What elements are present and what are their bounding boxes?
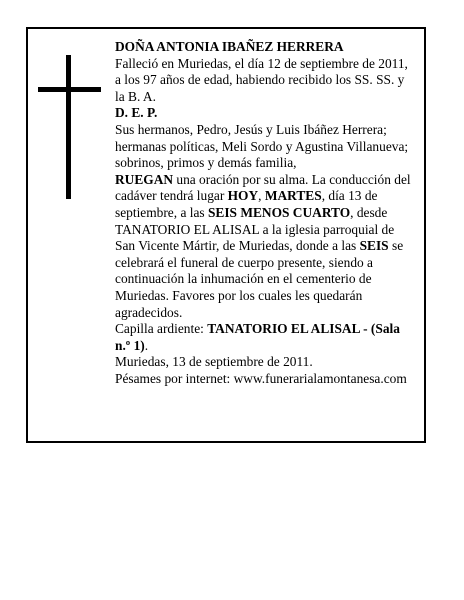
- deceased-name: DOÑA ANTONIA IBAÑEZ HERRERA: [115, 39, 344, 54]
- cross-horizontal-bar: [38, 87, 101, 92]
- ruegan-text: RUEGAN: [115, 171, 174, 187]
- request-paragraph: [115, 172, 416, 321]
- chapel-label: Capilla ardiente:: [115, 321, 208, 337]
- death-info: Falleció en Muriedas, el día 12 de septiembre de 2011, a los 97 años de edad, habiendo recibido los SS. SS. y la B. A.: [115, 55, 408, 104]
- cross-icon: [38, 55, 102, 199]
- request-text-3: , desde TANATORIO EL ALISAL a la iglesia parroquial de San Vicente Mártir, de Muriedas, donde a las: [115, 204, 395, 254]
- request-comma: ,: [258, 188, 265, 204]
- condolences-line: Pésames por internet: www.funerarialamontanesa.com: [115, 370, 407, 386]
- family-list: Sus hermanos, Pedro, Jesús y Luis Ibáñez Herrera; hermanas políticas, Meli Sordo y Agustina Villanueva; sobrinos, primos y demás familia,: [115, 121, 409, 171]
- day-today: HOY: [227, 188, 259, 204]
- funeral-time: SEIS: [359, 238, 389, 254]
- obituary-notice: [26, 27, 426, 443]
- notice-text: [115, 39, 416, 387]
- chapel-end: .: [144, 337, 149, 353]
- date-line: Muriedas, 13 de septiembre de 2011.: [115, 354, 313, 370]
- request-text-1: una oración por su alma. La conducción del cadáver tendrá lugar: [115, 171, 411, 204]
- day-name: MARTES: [264, 188, 322, 204]
- chapel-line: [115, 321, 416, 354]
- rip-line: D. E. P.: [115, 105, 158, 121]
- cross-vertical-bar: [66, 55, 71, 199]
- request-text-2: , día 13 de septiembre, a las: [115, 188, 378, 220]
- chapel-place: TANATORIO EL ALISAL - (Sala n.º 1): [115, 321, 400, 353]
- request-text-4: se celebrará el funeral de cuerpo presente, siendo a continuación la inhumación en el cementerio de Muriedas. Favores por los cuales les quedarán agradecidos.: [115, 238, 404, 320]
- departure-time: SEIS MENOS CUARTO: [207, 204, 351, 220]
